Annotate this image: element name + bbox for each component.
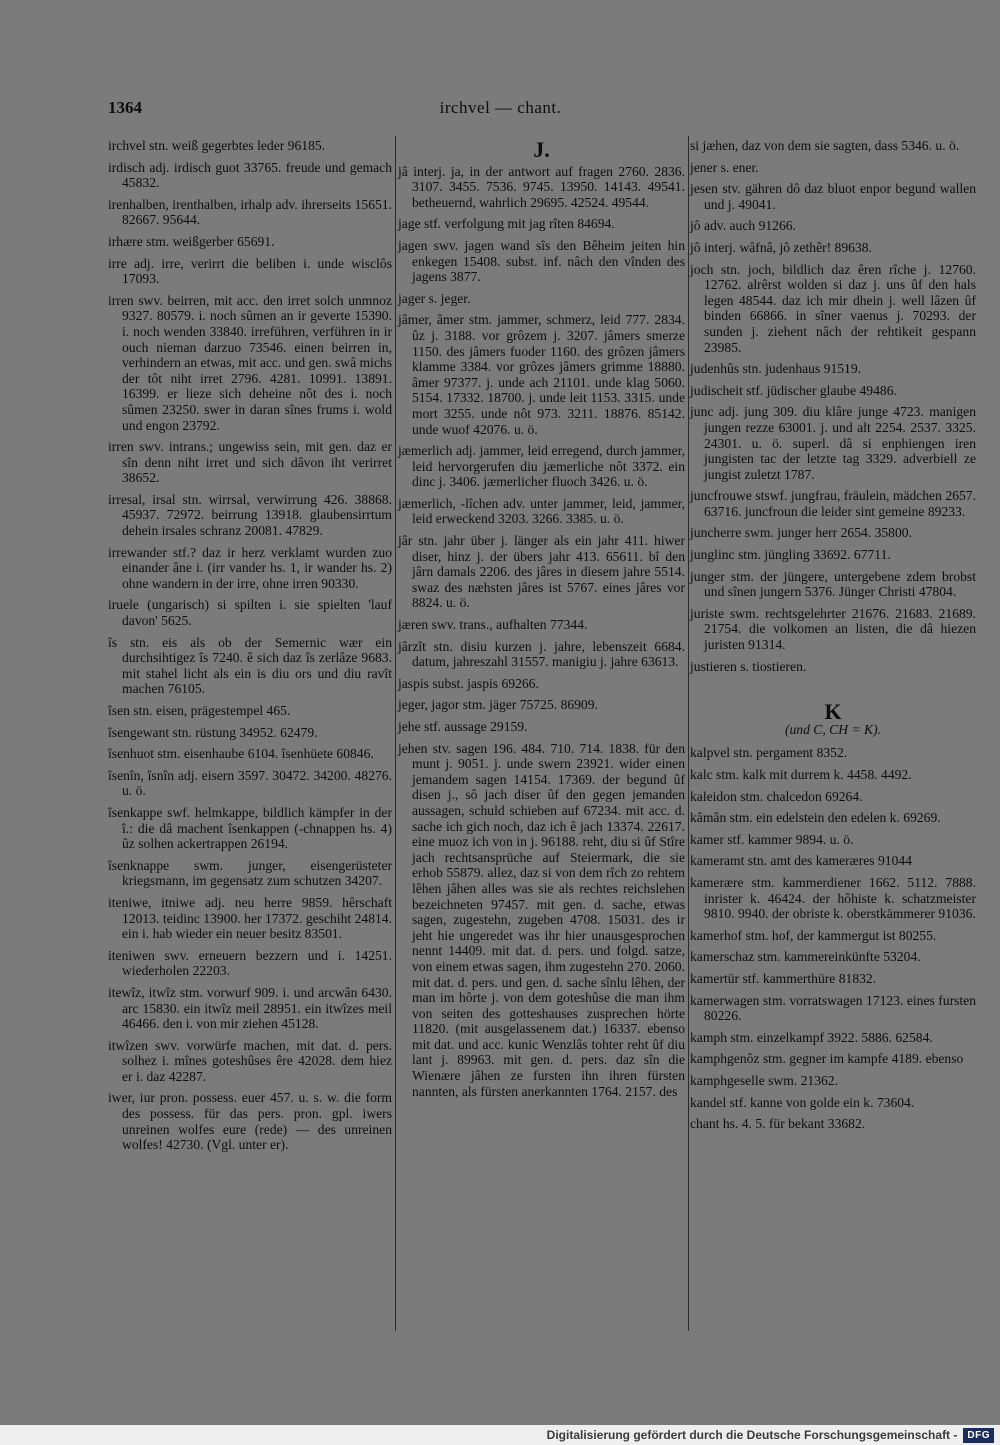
- dictionary-entry: juriste swm. rechtsgelehrter 21676. 21683. 21689. 21754. die volkomen an listen, die dâ hiezen juristen 91314.: [690, 605, 976, 653]
- dictionary-entry: jâmer, âmer stm. jammer, schmerz, leid 777. 2834. ûz j. 3188. vor grôzem j. 3207. jâmers smerze 1150. des jâmers fuoder 1160. des grôzen jâmers klamme 3384. vor grôzes jâmers grimme 18880. âmer 97377. j. unde ach 21101. unde klag 5060. 5154. 17332. 18700. j. unde leit 1153. 3315. unde mort 3255. unde nôt 973. 3211. 18876. 85142. unde wuof 42076. u. ö.: [398, 312, 685, 437]
- dictionary-entry: kâmân stm. ein edelstein den edelen k. 69269.: [690, 810, 941, 826]
- running-head: irchvel — chant.: [439, 98, 562, 117]
- column-rule: [395, 136, 396, 1331]
- dictionary-entry: kamerhof stm. hof, der kammergut ist 80255.: [690, 927, 937, 943]
- dictionary-entry: irren swv. intrans.; ungewiss sein, mit gen. daz er sîn denn niht irret und sich dâvon iht verirret 38652.: [108, 439, 392, 486]
- dictionary-entry: irresal, irsal stn. wirrsal, verwirrung 426. 38868. 45937. 72972. beirrung 13918. glaubensirrtum dehein irsales schranz 20081. 47829.: [108, 491, 392, 539]
- dictionary-entry: jener s. ener.: [690, 159, 759, 175]
- dictionary-entry: justieren s. tiostieren.: [690, 658, 807, 674]
- dictionary-entry: jehe stf. aussage 29159.: [398, 719, 528, 734]
- middle-column-entries: [398, 164, 685, 1100]
- dictionary-entry: si jæhen, daz von dem sie sagten, dass 5346. u. ö.: [690, 138, 960, 153]
- dictionary-entry: itewîz, itwîz stm. vorwurf 909. i. und arcwân 6430. arc 15830. ein itwîz meil 28951. ein itwîzes meil 46466. den i. von mir ziehen 45128.: [108, 984, 392, 1032]
- dictionary-entry: chant hs. 4. 5. für bekant 33682.: [690, 1116, 866, 1132]
- page-header: [108, 98, 893, 122]
- section-letter-note: (und C, CH = K).: [784, 721, 882, 737]
- dictionary-entry: joch stn. joch, bildlich daz êren rîche j. 12760. 12762. alrêrst wolden si daz j. uns ûf den hals legen 48544. daz ich mir dhein j. well lâzen ûf binden 66866. in sîner vaenus j. 70293. der sunden j. ziehent nâch der rehtikeit gespann 23985.: [690, 261, 976, 355]
- dictionary-entry: irren swv. beirren, mit acc. den irret solch unmnoz 9327. 80579. i. noch sûmen an ir geverte 15390. i. noch wenden 33840. irreführen, verführen in ir ouch nieman darzuo 73546. einen beirren in, verhindern an etwas, mit acc. und gen. swâ michs der tôt niht irret 2796. 4281. 10991. 13891. 16399. er lieze sich deheine nôt des i. noch sûmen 23250. swer in daran sînes frums i. wold und engon 23792.: [108, 292, 392, 433]
- dictionary-entry: kamertür stf. kammerthüre 81832.: [690, 970, 877, 986]
- dictionary-entry: jô adv. auch 91266.: [690, 218, 796, 234]
- dictionary-entry: jeger, jagor stm. jäger 75725. 86909.: [398, 697, 598, 713]
- dictionary-entry: irrewander stf.? daz ir herz verklamt wurden zuo einander âne i. (irr vander hs. 1, ir wander hs. 2) ohne wandern in der irre, ohne irren 90330.: [108, 544, 392, 591]
- dictionary-entry: judischeit stf. jüdischer glaube 49486.: [690, 382, 897, 398]
- dictionary-entry: jô interj. wâfnâ, jô zethêr! 89638.: [690, 239, 872, 255]
- dictionary-entry: jæren swv. trans., aufhalten 77344.: [398, 617, 588, 633]
- dictionary-entry: kalpvel stn. pergament 8352.: [690, 745, 848, 761]
- dictionary-entry: iteniwen swv. erneuern bezzern und i. 14251. wiederholen 22203.: [108, 947, 392, 979]
- dictionary-entry: judenhûs stn. judenhaus 91519.: [690, 361, 862, 377]
- dictionary-entry: îs stn. eis als ob der Semernic wær ein durchsihtigez îs 7240. ê sich daz îs zerlâze 9683. mit stahel licht als ein is diu ors und diu ravît machen 76105.: [108, 634, 392, 697]
- right-column: [690, 138, 976, 1138]
- dictionary-entry: jâr stn. jahr über j. länger als ein jahr 411. hiwer diser, hinz j. der übers jahr 413. 65611. bî den jârn damals 2206. des jâres in diesem jahre 5514. swaz des næhsten jâres ist 5767. eines jâres vor 8824. u. ö.: [398, 533, 685, 611]
- dictionary-entry: îsen stn. eisen, prägestempel 465.: [108, 703, 291, 718]
- dictionary-entry: irchvel stn. weiß gegerbtes leder 96185.: [108, 138, 326, 153]
- dictionary-entry: iteniwe, itniwe adj. neu herre 9859. hêrschaft 12013. teidinc 13900. her 17372. geschiht 24814. ein i. hab wieder ein neuer besitz 83501.: [108, 894, 392, 942]
- middle-column: [398, 138, 685, 1105]
- dictionary-entry: îsengewant stn. rüstung 34952. 62479.: [108, 724, 318, 740]
- left-column: [108, 138, 392, 1159]
- dictionary-entry: jage stf. verfolgung mit jag rîten 84694.: [398, 216, 615, 232]
- dictionary-entry: jehen stv. sagen 196. 484. 710. 714. 1838. für den munt j. 9051. j. unde swern 23921. wider einen jemandem sagen 14154. 17369. der begund ûf disen j., sô jach diser ûf den gegen jemanden aussagen, schuld schieben auf 67234. mit acc. d. sache ich gich noch, daz ich ê jach 13374. 22617. eine muoz ich von in j. 96188. reht, diu si ûf Stîre jach rechtsansprüche auf Steiermark, die sie erhob 55879. allez, daz si von dem rîch zo rehtem lêhen jâhen alles was sie als rechtes reichslehen bezeichneten 97457. mit gen. d. sache, etwas sagen, zugestehn, zugeben 4708. 15031. des ir jeht hie ungeredet was ihr hier unausgesprochen nennt 14409. mit dat. d. pers. und folgd. satze, von einem etwas sagen, ihm zugestehn 270. 2060. mit dat. d. pers. und gen. d. sache sînlu lêhen, der man im hôrte j. von dem goteshûse die man ihm von seiten des gotteshauses zusprechen hörte 11820. (mit ausgelassenem dat.) 16337. ebenso mit dat. und acc. kunic Wenzlâs tohter reht ûf diu lant j. 89963. mit gen. d. pers. daz sîn die Wienære jâhen ze fursten ihn ihren fürsten nannten, als fürsten anerkannten 1764. 2157. des: [398, 740, 685, 1099]
- dictionary-entry: jager s. jeger.: [398, 290, 471, 306]
- dictionary-entry: jâ interj. ja, in der antwort auf fragen 2760. 2836. 3107. 3455. 7536. 9745. 13950. 14143. 49541. betheuernd, wahrlich 29695. 42524. 49544.: [398, 163, 685, 210]
- dictionary-entry: îsenknappe swm. junger, eisengerüsteter kriegsmann, im gegensatz zum schutzen 34207.: [108, 857, 392, 889]
- dictionary-entry: îsenîn, îsnîn adj. eisern 3597. 30472. 34200. 48276. u. ö.: [108, 767, 392, 799]
- dictionary-entry: kamphgenôz stm. gegner im kampfe 4189. ebenso: [690, 1051, 964, 1067]
- dictionary-entry: juncherre swm. junger herr 2654. 35800.: [690, 525, 912, 541]
- dictionary-entry: kamphgeselle swm. 21362.: [690, 1072, 838, 1088]
- section-letter-j: J.: [533, 137, 550, 162]
- dictionary-entry: kalc stm. kalk mit durrem k. 4458. 4492.: [690, 767, 912, 782]
- dictionary-entry: jæmerlich, -lîchen adv. unter jammer, leid, jammer, leid erweckend 3203. 3266. 3385. u. ö.: [398, 495, 685, 527]
- right-column-k-entries: [690, 745, 976, 1131]
- dictionary-entry: jæmerlich adj. jammer, leid erregend, durch jammer, leid hervorgerufen diu jæmerliche nôt 3372. ein dinc j. 3406. jæmerlicher fluoch 3426. u. ö.: [398, 443, 685, 490]
- dictionary-entry: itwîzen swv. vorwürfe machen, mit dat. d. pers. solhez i. mînes goteshûses êre 42028. dem hiez er i. daz 42287.: [108, 1037, 392, 1084]
- dictionary-entry: kamph stm. einzelkampf 3922. 5886. 62584.: [690, 1029, 933, 1045]
- dictionary-entry: kamerwagen stm. vorratswagen 17123. eines fursten 80226.: [690, 992, 976, 1024]
- dictionary-entry: îsenhuot stm. eisenhaube 6104. îsenhüete 60846.: [108, 746, 374, 762]
- page-number: 1364: [108, 98, 142, 117]
- dictionary-entry: junc adj. jung 309. diu klâre junge 4723. manigen jungen rezze 63001. j. und alt 2254. 2537. 3325. 24301. u. ö. superl. dâ si enphiengen iren jungisten tac der letzte tag 3329. adverbiell ze jungist zuletzt 1787.: [690, 404, 976, 482]
- dictionary-entry: jagen swv. jagen wand sîs den Bêheim jeiten hin enkegen 15408. subst. inf. nâch den vînden des jagens 3877.: [398, 237, 685, 285]
- dictionary-entry: jesen stv. gähren dô daz bluot enpor begund wallen und j. 49041.: [690, 181, 976, 212]
- dictionary-entry: kaleidon stm. chalcedon 69264.: [690, 788, 863, 804]
- dictionary-entry: iwer, iur pron. possess. euer 457. u. s. w. die form des possess. für das pers. pron. gpl. iwers unreinen wolfes eure (rede) — des unreinen wolfes! 42730. (Vgl. unter er).: [108, 1090, 392, 1153]
- dfg-logo: DFG: [963, 1428, 994, 1443]
- dictionary-entry: jaspis subst. jaspis 69266.: [398, 675, 539, 691]
- dictionary-entry: kamerschaz stm. kammereinkünfte 53204.: [690, 949, 921, 965]
- dictionary-entry: irenhalben, irenthalben, irhalp adv. ihrerseits 15651. 82667. 95644.: [108, 196, 392, 228]
- footer-bar: [0, 1425, 1000, 1445]
- dictionary-entry: jârzît stn. disiu kurzen j. jahre, lebenszeit 6684. datum, jahreszahl 31557. manigiu j. jahre 63613.: [398, 638, 685, 670]
- section-letter-k: K: [824, 699, 842, 725]
- footer-text: Digitalisierung gefördert durch die Deutsche Forschungsgemeinschaft -: [546, 1428, 958, 1442]
- dictionary-entry: iruele (ungarisch) si spilten i. sie spielten 'lauf davon' 5625.: [108, 597, 392, 629]
- column-rule: [688, 136, 689, 1331]
- dictionary-entry: irdisch adj. irdisch guot 33765. freude und gemach 45832.: [108, 159, 392, 191]
- dictionary-entry: îsenkappe swf. helmkappe, bildlich kämpfer in der î.: die dâ machent îsenkappen (-chnappen hs. 4) ûz solhen ackertrappen 26194.: [108, 804, 392, 852]
- dictionary-entry: juncfrouwe stswf. jungfrau, fräulein, mädchen 2657. 63716. juncfroun die leider sint gemeine 89233.: [690, 488, 976, 519]
- dictionary-entry: kamer stf. kammer 9894. u. ö.: [690, 831, 854, 847]
- dictionary-entry: kameramt stn. amt des kameræres 91044: [690, 853, 912, 869]
- dictionary-entry: irhære stm. weißgerber 65691.: [108, 233, 275, 249]
- dictionary-entry: kandel stf. kanne von golde ein k. 73604.: [690, 1094, 915, 1110]
- dictionary-entry: junger stm. der jüngere, untergebene zdem brobst und sînen jungern 5376. Jünger Christi 47804.: [690, 568, 976, 600]
- dictionary-entry: junglinc stm. jüngling 33692. 67711.: [690, 547, 891, 563]
- right-column-entries: [690, 138, 976, 674]
- dictionary-entry: kamerære stm. kammerdiener 1662. 5112. 7888. inrister k. 46424. der hôhiste k. schatzmeister 9810. 9940. der obriste k. oberstkämmerer 91036.: [690, 874, 976, 922]
- dictionary-entry: irre adj. irre, verirrt die beliben i. unde wisclôs 17093.: [108, 255, 392, 287]
